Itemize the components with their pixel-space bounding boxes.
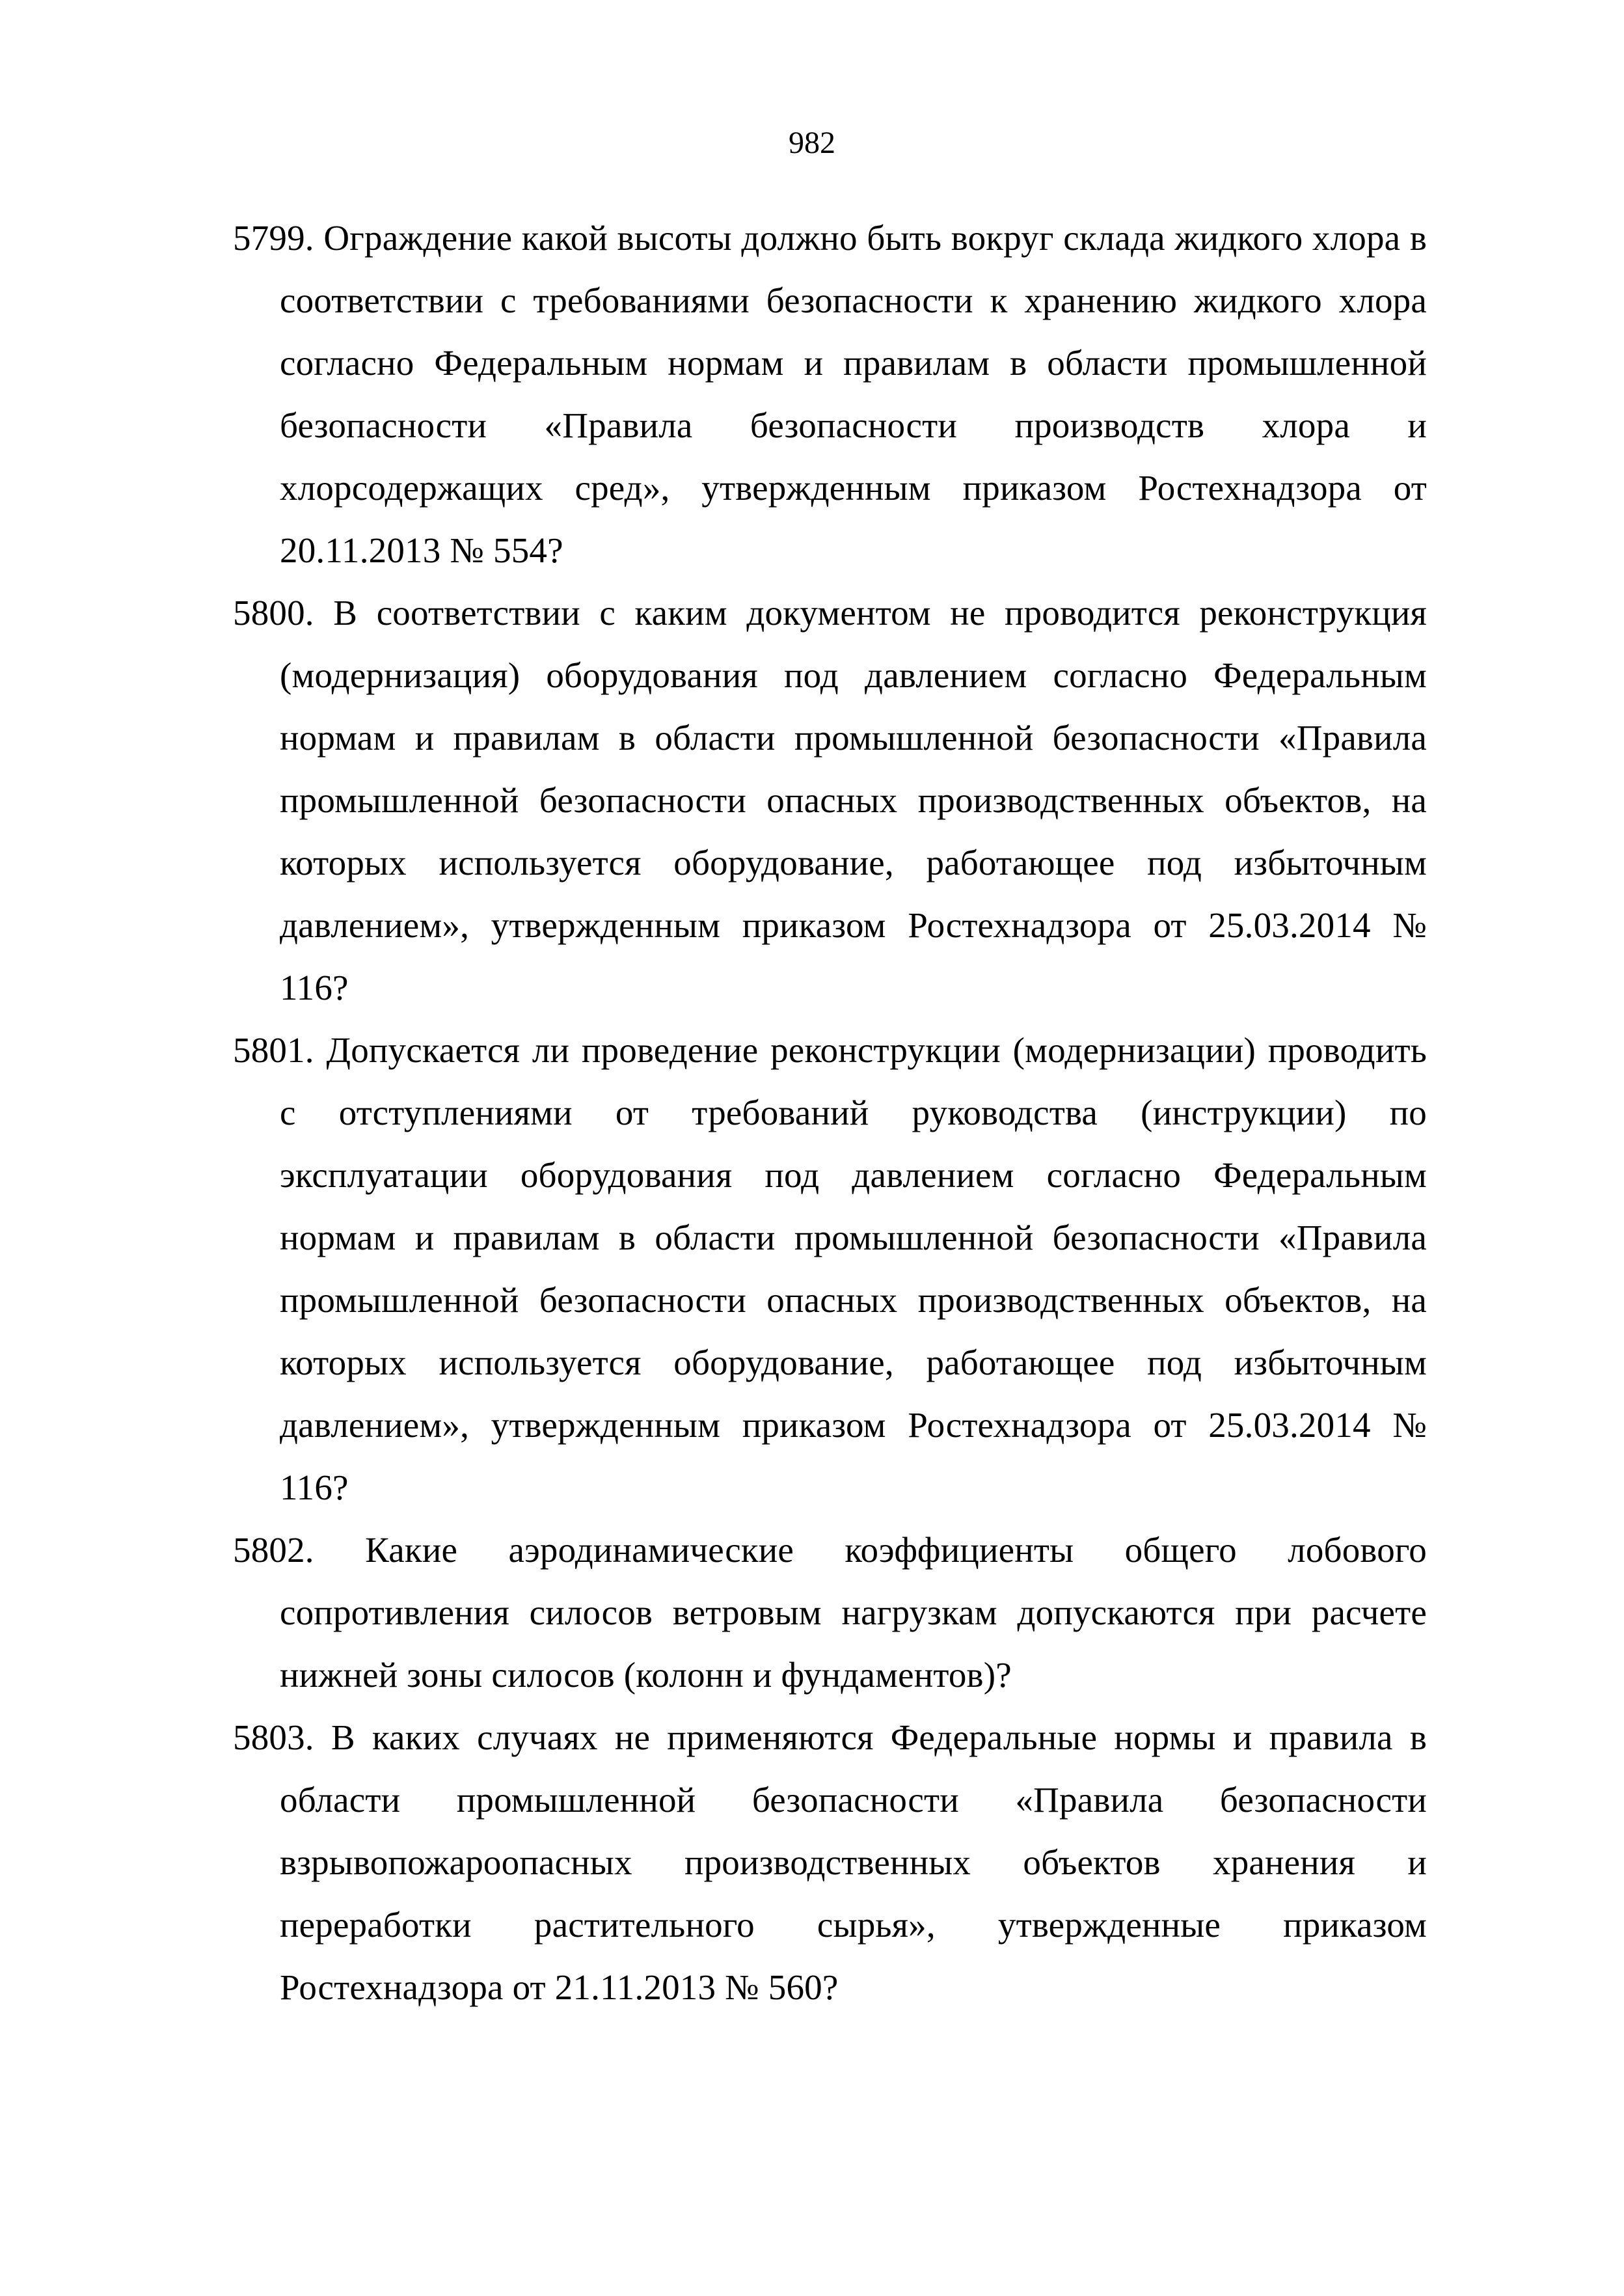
question-number: 5802. bbox=[233, 1530, 366, 1570]
question-number: 5799. bbox=[233, 218, 324, 258]
question-text: Какие аэродинамические коэффициенты общего лобового сопротивления силосов ветровым нагрузкам допускаются при расчете нижней зоны силосов (колонн и фундаментов)? bbox=[280, 1530, 1427, 1695]
question-text: Ограждение какой высоты должно быть вокруг склада жидкого хлора в соответствии с требованиями безопасности к хранению жидкого хлора согласно Федеральным нормам и правилам в области промышленной безопасности «Правила безопасности производств хлора и хлорсодержащих сред», утвержденным приказом Ростехнадзора от 20.11.2013 № 554? bbox=[280, 218, 1428, 570]
question-text: Допускается ли проведение реконструкции (модернизации) проводить с отступлениями от требований руководства (инструкции) по эксплуатации оборудования под давлением согласно Федеральным нормам и правилам в области промышленной безопасности «Правила промышленной безопасности опасных производственных объектов, на которых используется оборудование, работающее под избыточным давлением», утвержденным приказом Ростехнадзора от 25.03.2014 № 116? bbox=[280, 1030, 1427, 1507]
question-number: 5801. bbox=[233, 1030, 327, 1070]
page-number: 982 bbox=[789, 126, 835, 160]
question-item bbox=[233, 582, 1427, 1019]
question-text: В каких случаях не применяются Федеральные нормы и правила в области промышленной безопасности «Правила безопасности взрывопожароопасных производственных объектов хранения и переработки растительного сырья», утвержденные приказом Ростехнадзора от 21.11.2013 № 560? bbox=[280, 1717, 1428, 2007]
question-number: 5800. bbox=[233, 593, 334, 633]
question-item bbox=[233, 1706, 1427, 2019]
question-text: В соответствии с каким документом не проводится реконструкция (модернизация) оборудования под давлением согласно Федеральным нормам и правилам в области промышленной безопасности «Правила промышленной безопасности опасных производственных объектов, на которых используется оборудование, работающее под избыточным давлением», утвержденным приказом Ростехнадзора от 25.03.2014 № 116? bbox=[280, 593, 1427, 1007]
questions-list bbox=[233, 207, 1427, 2019]
question-number: 5803. bbox=[233, 1717, 331, 1757]
question-item bbox=[233, 207, 1427, 582]
question-item bbox=[233, 1519, 1427, 1706]
question-item bbox=[233, 1019, 1427, 1519]
